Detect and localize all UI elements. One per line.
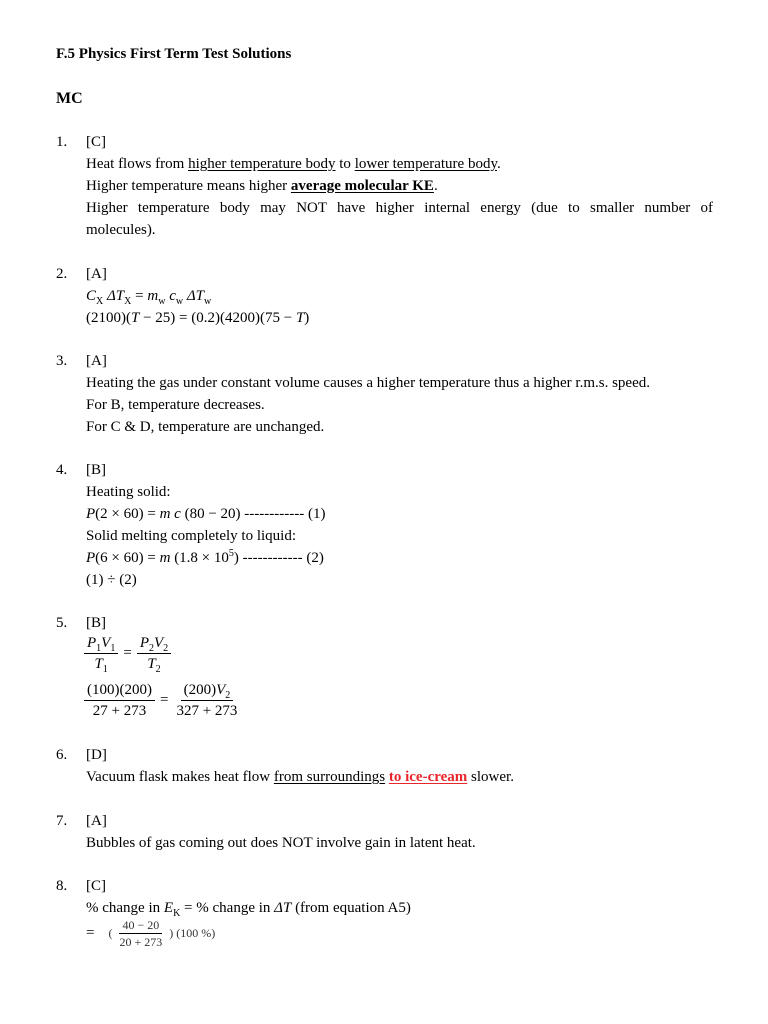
- symbol: T: [295, 310, 305, 326]
- superscript: 5: [228, 548, 234, 559]
- symbol: ΔT: [103, 288, 125, 304]
- symbol: ΔT: [274, 900, 292, 916]
- question-number: 6.: [56, 747, 68, 763]
- explanation-line: [86, 767, 514, 787]
- subscript: X: [124, 296, 132, 307]
- text: slower.: [467, 769, 514, 785]
- numerator: 40 − 20: [119, 918, 162, 934]
- equation-line: [86, 308, 309, 328]
- page-title: F.5 Physics First Term Test Solutions: [56, 46, 292, 62]
- denominator: [144, 654, 163, 673]
- highlighted-text: to ice-cream: [388, 769, 468, 785]
- text: ) ------------ (2): [233, 550, 324, 566]
- gas-law-equation: [84, 634, 171, 673]
- subscript: 2: [155, 664, 161, 675]
- numerator: [137, 634, 171, 654]
- symbol: P: [87, 635, 97, 651]
- underlined-text: higher temperature body: [188, 156, 336, 172]
- question-number: 2.: [56, 266, 68, 282]
- text: to: [335, 156, 355, 172]
- subscript: w: [175, 296, 184, 307]
- denominator: 327 + 273: [176, 703, 238, 719]
- symbol: V: [153, 635, 164, 651]
- answer-letter: [B]: [86, 462, 106, 478]
- symbol: V: [216, 682, 226, 698]
- question-number: 8.: [56, 878, 68, 894]
- answer-letter: [C]: [86, 878, 106, 894]
- section-heading: MC: [56, 90, 83, 107]
- explanation-line: Higher temperature body may NOT have higher internal energy (due to smaller number of: [86, 200, 713, 216]
- emphasized-text: average molecular KE: [290, 178, 434, 194]
- fraction: [84, 634, 118, 673]
- text: (80 − 20) ------------ (1): [180, 506, 326, 522]
- explanation-line: For C & D, temperature are unchanged.: [86, 419, 325, 435]
- denominator: 27 + 273: [92, 703, 147, 719]
- subscript: 1: [96, 643, 102, 654]
- text: (200): [183, 682, 217, 698]
- question-number: 4.: [56, 462, 68, 478]
- explanation-line: molecules).: [86, 222, 156, 238]
- answer-letter: [A]: [86, 353, 107, 369]
- text: = % change in: [180, 900, 275, 916]
- text: Heat flows from: [86, 156, 189, 172]
- substituted-equation: [84, 681, 240, 720]
- subscript: w: [158, 296, 166, 307]
- symbol: P: [86, 506, 96, 522]
- text: (1.8 × 10: [170, 550, 229, 566]
- fraction: [84, 681, 155, 720]
- numerator: [181, 681, 234, 701]
- denominator: [92, 654, 111, 673]
- symbol: m c: [159, 506, 181, 522]
- text: .: [497, 156, 501, 172]
- fraction: [116, 918, 165, 949]
- equation-line: [86, 286, 211, 306]
- text: % change in: [86, 900, 164, 916]
- subscript: 1: [110, 643, 116, 654]
- subscript: 1: [102, 664, 108, 675]
- symbol: T: [94, 656, 103, 672]
- subscript: K: [173, 908, 181, 919]
- symbol: P: [139, 635, 149, 651]
- symbol: V: [101, 635, 111, 651]
- explanation-line: Heating solid:: [86, 484, 171, 500]
- left-paren: (: [108, 926, 113, 940]
- percent-change-equation: [86, 918, 215, 949]
- symbol: E: [163, 900, 174, 916]
- underlined-text: from surroundings: [273, 769, 386, 785]
- symbol: T: [131, 310, 140, 326]
- explanation-line: For B, temperature decreases.: [86, 397, 265, 413]
- subscript: 2: [225, 690, 231, 701]
- text: =: [131, 288, 148, 304]
- text: (6 × 60) =: [95, 550, 160, 566]
- equation-line: [86, 504, 325, 524]
- explanation-line: Bubbles of gas coming out does NOT involve gain in latent heat.: [86, 835, 476, 851]
- answer-letter: [D]: [86, 747, 107, 763]
- explanation-line: [86, 898, 411, 918]
- text: .: [433, 178, 438, 194]
- subscript: X: [96, 296, 104, 307]
- answer-letter: [A]: [86, 813, 107, 829]
- answer-letter: [B]: [86, 615, 106, 631]
- answer-letter: [A]: [86, 266, 107, 282]
- explanation-line: Heating the gas under constant volume causes a higher temperature thus a higher r.m.s. speed.: [86, 375, 650, 391]
- explanation-line: Solid melting completely to liquid:: [86, 528, 296, 544]
- numerator: [84, 634, 118, 654]
- equals-sign: =: [123, 645, 132, 661]
- text: − 25) = (0.2)(4200)(75 −: [139, 310, 296, 326]
- symbol: m: [159, 550, 171, 566]
- text: Vacuum flask makes heat flow: [86, 769, 274, 785]
- question-number: 7.: [56, 813, 68, 829]
- underlined-text: lower temperature body: [354, 156, 497, 172]
- symbol: T: [147, 656, 156, 672]
- right-paren-percent: ) (100 %): [169, 926, 216, 940]
- symbol: c: [165, 288, 176, 304]
- question-number: 5.: [56, 615, 68, 631]
- symbol: C: [86, 288, 97, 304]
- equation-line: (1) ÷ (2): [86, 572, 137, 588]
- equals-sign: =: [86, 925, 95, 941]
- answer-letter: [C]: [86, 134, 106, 150]
- text: (from equation A5): [291, 900, 411, 916]
- subscript: w: [204, 296, 212, 307]
- text: Higher temperature means higher: [86, 178, 291, 194]
- fraction: [137, 634, 171, 673]
- text: (2100)(: [86, 310, 131, 326]
- symbol: m: [147, 288, 159, 304]
- text: (2 × 60) =: [95, 506, 160, 522]
- symbol: ΔT: [183, 288, 204, 304]
- explanation-line: [86, 176, 438, 196]
- text: ): [304, 310, 310, 326]
- question-number: 1.: [56, 134, 68, 150]
- subscript: 2: [163, 643, 169, 654]
- symbol: P: [86, 550, 96, 566]
- equation-line: [86, 548, 324, 568]
- question-number: 3.: [56, 353, 68, 369]
- subscript: 2: [148, 643, 154, 654]
- equals-sign: =: [159, 692, 169, 708]
- fraction: [173, 681, 240, 720]
- explanation-line: [86, 154, 501, 174]
- denominator: 20 + 273: [119, 935, 163, 949]
- numerator: (100)(200): [84, 681, 155, 701]
